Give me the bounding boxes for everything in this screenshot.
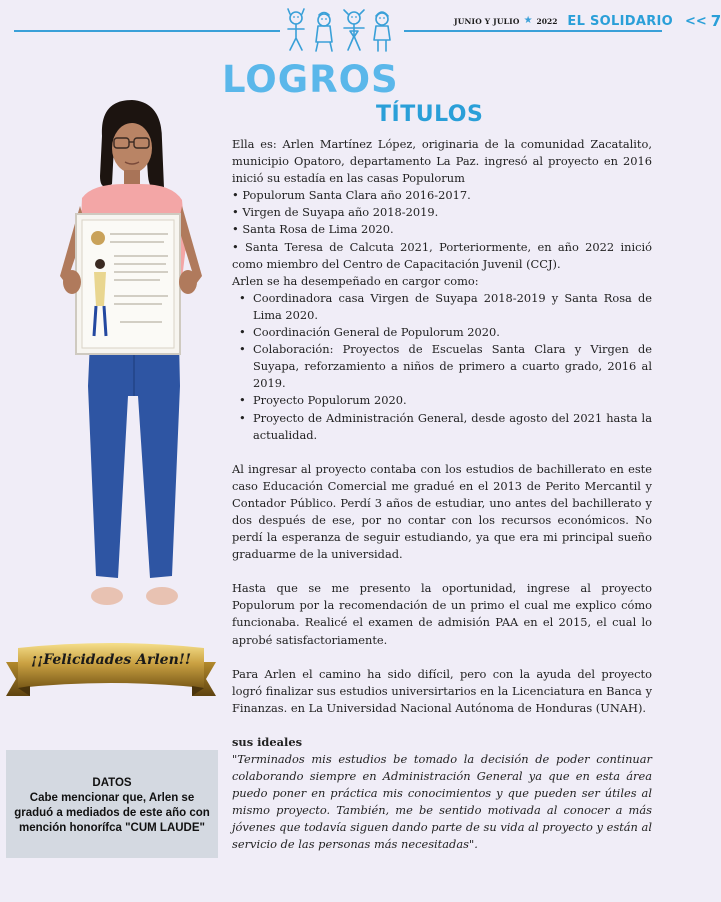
- issue-date: JUNIO Y JULIO: [454, 16, 520, 26]
- article-intro: Ella es: Arlen Martínez López, originaria de la comunidad Zacatalito, municipio Opatoro, departamento La Paz. ingresó al proyecto en 2016 inició su estadía en las casas Populorum: [232, 137, 652, 186]
- house-item: • Populorum Santa Clara año 2016-2017.: [232, 188, 471, 203]
- header-rule-left: [14, 30, 280, 32]
- roles-intro: Arlen se ha desempeñado en cargor como:: [232, 273, 479, 288]
- datos-title: DATOS: [92, 777, 132, 789]
- list-item: • Proyecto Populorum 2020.: [232, 392, 652, 409]
- masthead: [454, 12, 721, 30]
- double-chevron-left-icon: <<: [685, 13, 707, 29]
- ribbon-banner: [4, 640, 218, 708]
- page-number: 7: [710, 12, 721, 30]
- star-icon: ★: [523, 15, 533, 26]
- newspaper-name: EL SOLIDARIO: [567, 13, 673, 29]
- children-logo-icon: [278, 6, 402, 54]
- list-item: • Colaboración: Proyectos de Escuelas Santa Clara y Virgen de Suyapa, reforzamiento a niños de primero a cuarto grado, 2016 al 2019.: [232, 341, 652, 392]
- issue-year: 2022: [536, 16, 558, 26]
- ideales-quote: "Terminados mis estudios be tomado la decisión de poder continuar colaborando siempre en Administración General ya que en esta área puedo poner en práctica mis conocimientos y que pueden ser útiles al mismo proyecto. También, me be sentido motivada al conocer a más jóvenes que todavía siguen dando parte de su vida al proyecto y están al servicio de las personas más necesitadas".: [232, 752, 652, 852]
- list-item: • Proyecto de Administración General, desde agosto del 2021 hasta la actualidad.: [232, 410, 652, 444]
- graduate-photo: [30, 96, 210, 626]
- article-paragraph: Para Arlen el camino ha sido difícil, pero con la ayuda del proyecto logró finalizar sus estudios universirtarios en la Licenciatura en Banca y Finanzas. en La Universidad Nacional Autónoma de Honduras (UNAH).: [232, 666, 652, 715]
- list-item: • Coordinación General de Populorum 2020.: [232, 324, 652, 341]
- house-item: • Santa Rosa de Lima 2020.: [232, 222, 394, 237]
- datos-text: Cabe mencionar que, Arlen se graduó a mediados de este año con mención honorífca "CUM LAUDE": [14, 792, 210, 834]
- list-item: • Coordinadora casa Virgen de Suyapa 2018-2019 y Santa Rosa de Lima 2020.: [232, 290, 652, 324]
- congratulations-banner-text: ¡¡Felicidades Arlen!!: [30, 652, 192, 668]
- header-rule-right: [404, 30, 662, 32]
- section-subtitle: TÍTULOS: [376, 102, 484, 127]
- article-body: [232, 136, 652, 854]
- ideales-heading: sus ideales: [232, 734, 302, 749]
- datos-box: [6, 750, 218, 858]
- house-item: • Virgen de Suyapa año 2018-2019.: [232, 205, 439, 220]
- article-paragraph: Hasta que se me presento la oportunidad, ingrese al proyecto Populorum por la recomendación de un primo el cual me explico cómo funcionaba. Realicé el examen de admisión PAA en el 2015, el cual lo aprobé satisfactoriamente.: [232, 581, 652, 647]
- page-title: LOGROS: [222, 58, 399, 101]
- roles-list: [232, 290, 652, 444]
- house-item: • Santa Teresa de Calcuta 2021, Porteriormente, en año 2022 inició como miembro del Centro de Capacitación Juvenil (CCJ).: [232, 239, 652, 271]
- article-paragraph: Al ingresar al proyecto contaba con los estudios de bachillerato en este caso Educación Comercial me gradué en el 2013 de Perito Mercantil y Contador Público. Perdí 3 años de estudiar, uno antes del bachillerato y dos después de ese, por no contar con los recursos económicos. No perdí la esperanza de seguir estudiando, ya que era mi principal sueño graduarme de la universidad.: [232, 461, 652, 562]
